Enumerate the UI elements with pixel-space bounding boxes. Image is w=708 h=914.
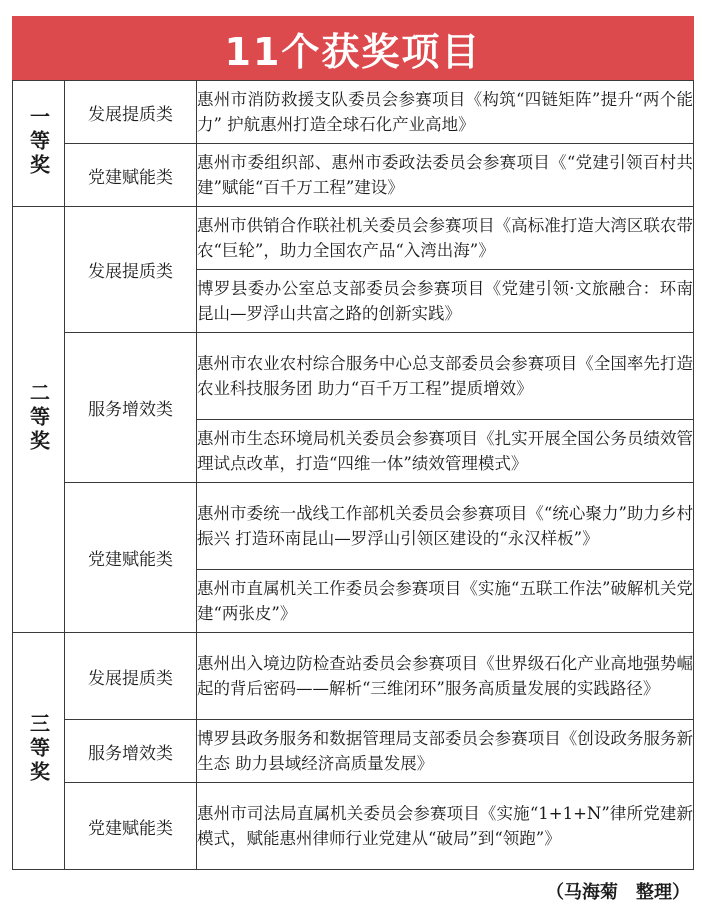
table-row — [13, 783, 694, 870]
banner-title: 11个获奖项目 — [224, 29, 482, 74]
level-label-first: 一等奖 — [26, 105, 51, 178]
category-cell: 党建赋能类 — [65, 144, 197, 207]
level-cell — [13, 81, 65, 207]
project-cell: 惠州市直属机关工作委员会参赛项目《实施“五联工作法”破解机关党建“两张皮”》 — [197, 570, 694, 633]
project-cell: 惠州市消防救援支队委员会参赛项目《构筑“四链矩阵”提升“两个能力” 护航惠州打造全球石化产业高地》 — [197, 81, 694, 144]
project-cell: 惠州市委统一战线工作部机关委员会参赛项目《“统心聚力”助力乡村振兴 打造环南昆山—罗浮山引领区建设的“永汉样板”》 — [197, 483, 694, 570]
project-cell: 博罗县政务服务和数据管理局支部委员会参赛项目《创设政务服务新生态 助力县域经济高质量发展》 — [197, 720, 694, 783]
category-cell: 党建赋能类 — [65, 483, 197, 633]
level-cell — [13, 207, 65, 633]
level-label-second: 二等奖 — [26, 381, 51, 454]
project-cell: 博罗县委办公室总支部委员会参赛项目《党建引领·文旅融合：环南昆山—罗浮山共富之路的创新实践》 — [197, 270, 694, 333]
category-cell: 发展提质类 — [65, 81, 197, 144]
category-cell: 党建赋能类 — [65, 783, 197, 870]
category-cell: 发展提质类 — [65, 633, 197, 720]
table-row — [13, 720, 694, 783]
project-cell: 惠州出入境边防检查站委员会参赛项目《世界级石化产业高地强势崛起的背后密码——解析“三维闭环”服务高质量发展的实践路径》 — [197, 633, 694, 720]
project-cell: 惠州市委组织部、惠州市委政法委员会参赛项目《“党建引领百村共建”赋能“百千万工程”建设》 — [197, 144, 694, 207]
category-cell: 服务增效类 — [65, 720, 197, 783]
table-row — [13, 333, 694, 420]
category-cell: 服务增效类 — [65, 333, 197, 483]
title-banner — [12, 16, 694, 80]
project-cell: 惠州市农业农村综合服务中心总支部委员会参赛项目《全国率先打造农业科技服务团 助力“百千万工程”提质增效》 — [197, 333, 694, 420]
table-row — [13, 207, 694, 270]
level-label-third: 三等奖 — [26, 713, 51, 785]
category-cell: 发展提质类 — [65, 207, 197, 333]
project-cell: 惠州市供销合作联社机关委员会参赛项目《高标准打造大湾区联农带农“巨轮”，助力全国农产品“入湾出海”》 — [197, 207, 694, 270]
awards-table — [12, 80, 694, 870]
editor-credit: （马海菊 整理） — [546, 882, 690, 903]
table-row — [13, 144, 694, 207]
project-cell: 惠州市生态环境局机关委员会参赛项目《扎实开展全国公务员绩效管理试点改革，打造“四维一体”绩效管理模式》 — [197, 420, 694, 483]
table-row — [13, 633, 694, 720]
project-cell: 惠州市司法局直属机关委员会参赛项目《实施“1+1+N”律所党建新模式，赋能惠州律师行业党建从“破局”到“领跑”》 — [197, 783, 694, 870]
table-row — [13, 483, 694, 570]
table-row — [13, 81, 694, 144]
level-cell — [13, 633, 65, 870]
